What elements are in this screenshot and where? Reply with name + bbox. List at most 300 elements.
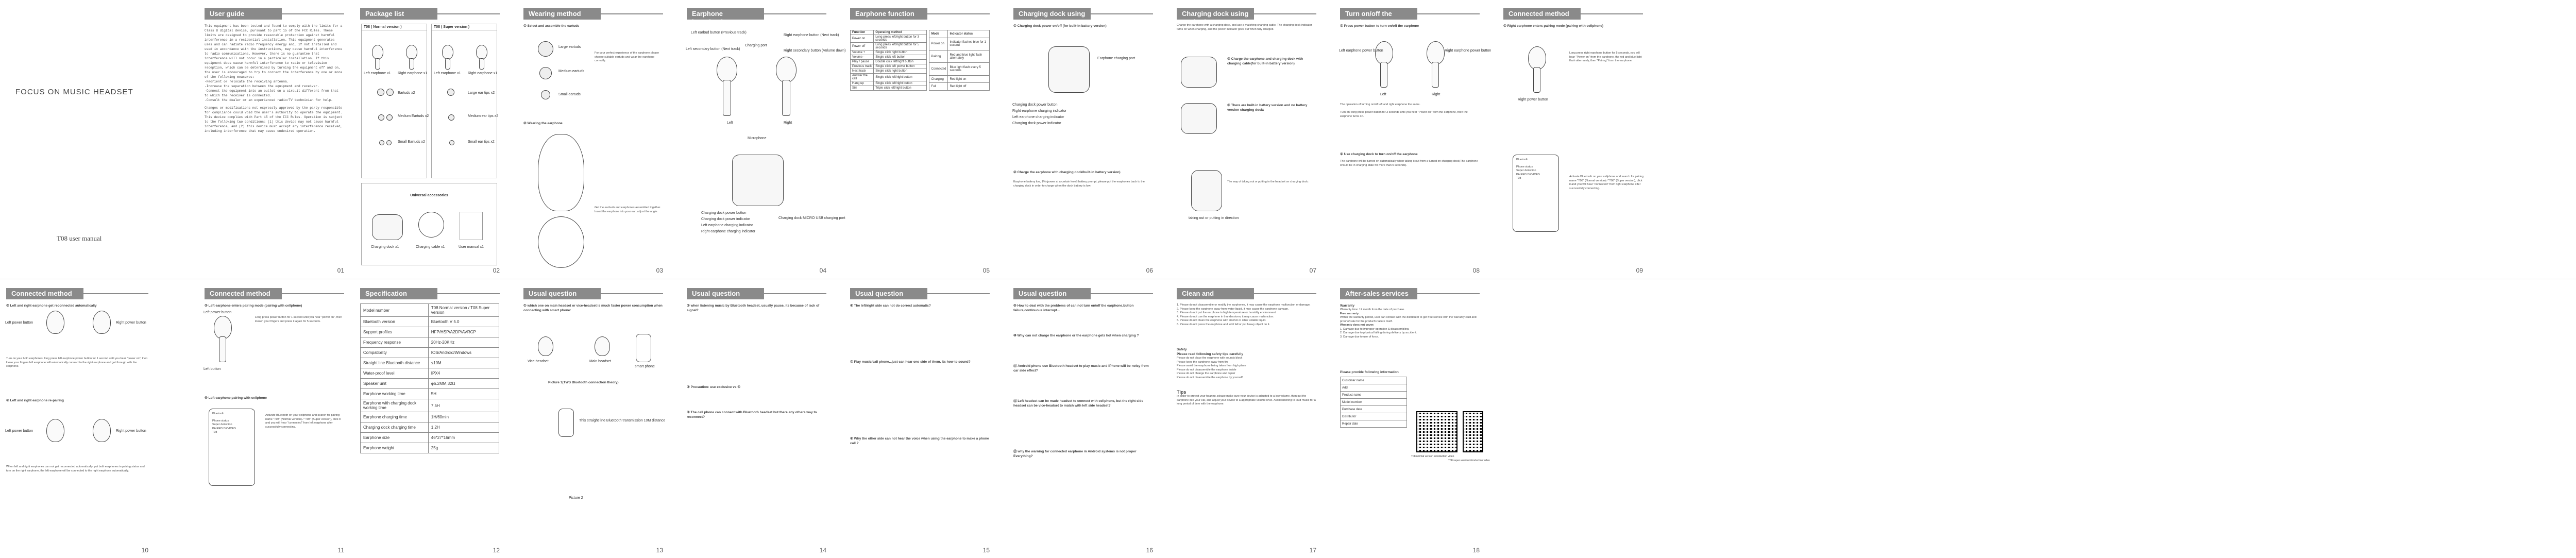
table-cell: Long press left/right button for 3 seconds — [874, 35, 927, 43]
table-cell: Single click left/right button — [874, 74, 927, 81]
table-cell: Volume - — [851, 55, 874, 60]
warranty-card — [1340, 377, 1407, 428]
question: ⑤ The cell phone can connect with Bluetooth headset but there any others way to reconnect? — [687, 411, 817, 419]
table-cell: IPX4 — [428, 368, 499, 379]
question: ⑫ Left headset can be made headset to connect with cellphone, but the right side headset can be vice-headset to match with left side headset? — [1013, 399, 1144, 408]
diagram-label: Main headset — [589, 360, 612, 363]
side-label: Right — [1432, 93, 1440, 96]
section-heading: ① Charging dock power on/off (for built-in battery version) — [1013, 24, 1107, 28]
page-package-list — [354, 0, 506, 278]
page-user-guide — [198, 0, 350, 278]
card-row — [1341, 413, 1407, 420]
bt-row: Super detection — [1516, 169, 1536, 172]
fcc-bullet: -Consult the dealer or an experienced radio/TV technician for help. — [205, 98, 333, 102]
connect-text: Turn on your both earphones, long press left earphone power button for 1 second until you hear "power on", then loose your fingers left earphone will automatically connect to the right earphone and get through with the cellphone. — [6, 357, 148, 368]
table-cell: Blue light flash every 5 seconds — [948, 63, 990, 75]
maint-item: 6. Please do not press the earphone and let it fall or put heavy object on it. — [1177, 323, 1270, 326]
question: ⑬ why the warning for connected earphone in Android systems is not proper Everything? — [1013, 450, 1137, 458]
page-title: Charging dock using method — [1013, 8, 1091, 20]
page-title: Clean and maintenance — [1177, 288, 1254, 299]
table-row — [361, 422, 499, 433]
card-row — [1341, 392, 1407, 399]
question: ⑦ Play music/call phone...just can hear one side of them. Its how to sound? — [850, 360, 971, 364]
item-label: Right earphone x1 — [398, 72, 428, 75]
ear-diagram — [538, 216, 584, 268]
table-cell: Triple click left/right button — [874, 86, 927, 91]
page-number: 08 — [1472, 267, 1480, 274]
normal-version-tab: T08 ( Normal version ) — [362, 24, 427, 30]
intro-label: Charging dock power indicator — [701, 217, 750, 221]
free-warranty: Free warranty: — [1340, 312, 1360, 315]
table-cell: Earphone working time — [361, 389, 429, 399]
item-label: Medium ear tips x2 — [468, 114, 499, 118]
wearing-note: Get the earbuds and earphones assembled together. Insert the earphone into your ear, adjust the angle. — [595, 206, 661, 213]
table-row — [851, 74, 927, 81]
table-cell: HFP/HSP/A2DP/AVRCP — [428, 327, 499, 337]
table-cell: Frequency response — [361, 337, 429, 348]
normal-version-box — [361, 24, 427, 178]
intro-label: Charging dock MICRO USB charging port — [778, 216, 845, 220]
col-header: Indicator status — [948, 30, 990, 38]
dock-note: The way of taking out or putting in the headset on charging dock: — [1227, 180, 1309, 183]
table-row — [851, 86, 927, 91]
intro-label: Right earphone button (Next track) — [784, 33, 839, 37]
card-row — [1341, 399, 1407, 406]
intro-label: Right — [784, 121, 792, 125]
item-label: Right earphone x1 — [468, 72, 498, 75]
table-cell: Charging dock charging time — [361, 422, 429, 433]
power-label: Left power button — [204, 311, 232, 314]
table-cell: Hang up — [851, 81, 874, 86]
page-number: 01 — [337, 267, 344, 274]
connect-text: Long press power button for 1 second until you hear "power on", then loosen your fingers and press it again for 5 seconds. — [255, 316, 342, 323]
table-cell: Single click left button — [874, 55, 927, 60]
question: ⑨ How to deal with the problems of can not turn on/off the earphone,button failure,continuous interrupt... — [1013, 304, 1134, 312]
warranty-excl-item: 3. Damage due to use of force. — [1340, 335, 1379, 339]
intro-label: Microphone — [748, 137, 767, 140]
table-cell: Straight line Bluetooth distance — [361, 358, 429, 368]
page-title: Connected method — [6, 288, 83, 299]
tips-heading: Tips — [1177, 390, 1187, 395]
table-row — [361, 433, 499, 443]
ear-diagram — [538, 134, 584, 211]
section-heading: ⑤ Left earphone enters pairing mode (pairing with cellphone) — [205, 304, 302, 308]
table-row — [361, 399, 499, 412]
bt-row: PAIRED DEVICES — [212, 427, 236, 430]
page-number: 09 — [1636, 267, 1643, 274]
pair-text: Long press right earphone button for 5 seconds, you will hear "Power on" from the earphone, the red and blue light flash alternately, then "Pairing" from the earphone. — [1569, 52, 1642, 62]
warranty-heading: Warranty — [1340, 304, 1354, 308]
table-row — [361, 358, 499, 368]
table-cell: Speaker unit — [361, 379, 429, 389]
safety-tip: Please do not place the earphone with sounds block — [1177, 357, 1243, 360]
table-row — [361, 412, 499, 422]
table-cell: ≤10M — [428, 358, 499, 368]
table-cell: Play / pause — [851, 60, 874, 64]
item-label: Small ear tips x2 — [468, 140, 495, 144]
page-number: 18 — [1472, 547, 1480, 554]
page-title: Connected method — [205, 288, 282, 299]
table-row — [361, 389, 499, 399]
table-cell: Earphone charging time — [361, 412, 429, 422]
section-heading: ① Right earphone enters pairing mode (pairing with cellphone) — [1503, 24, 1603, 28]
safety-tip: Please do not disassemble the earphone inside — [1177, 368, 1236, 371]
warranty-terms: Within the warranty period, user can contact with the distributor to get free service with the warranty card and proof of sale for the product's failure itself. — [1340, 316, 1477, 323]
size-label: Medium eartuds — [558, 70, 585, 73]
page-title: Usual question — [523, 288, 601, 299]
table-row — [361, 379, 499, 389]
bt-row: PAIRED DEVICES — [1516, 173, 1540, 176]
dock-label: Right earphone charging indicator — [1012, 109, 1067, 113]
table-cell: φ6.2MM,32Ω — [428, 379, 499, 389]
question: ① which one on main headset or vice-headset is much faster power consumption when connecting with smart phone: — [523, 304, 663, 312]
page-number: 05 — [982, 267, 990, 274]
page-number: 04 — [819, 267, 826, 274]
table-cell: Answer the call — [851, 74, 874, 81]
page-title: User guide — [205, 8, 282, 20]
table-cell: Bluetooth V 5.0 — [428, 317, 499, 327]
page-usual-question-2 — [681, 280, 833, 558]
table-cell: Power off — [851, 43, 874, 50]
table-cell: T08 Normal version / T08 Super version — [428, 304, 499, 317]
card-row — [1341, 420, 1407, 428]
figure-caption: Picture 1(TWS Bluetooth connection theory) — [548, 381, 619, 384]
intro-label: Left earphone charging indicator — [701, 224, 753, 227]
table-row — [851, 55, 927, 60]
item-label: Small Eartuds x2 — [398, 140, 425, 144]
size-label: Small eartuds — [558, 93, 581, 96]
page-wearing-method — [517, 0, 669, 278]
table-cell: 1.2H — [428, 422, 499, 433]
table-cell: Power on — [929, 38, 948, 50]
table-row — [851, 69, 927, 74]
table-cell: Full — [929, 83, 948, 91]
table-row — [361, 368, 499, 379]
section-heading: ③ Charge the earphone and charging dock with charging cable(for built-in battery version) — [1227, 57, 1303, 65]
fcc-bullet: -Reorient or relocate the receiving antenna. — [205, 80, 289, 83]
card-field: Purchase date — [1341, 406, 1407, 413]
table-row — [361, 317, 499, 327]
card-field: Product name — [1341, 392, 1407, 399]
page-title: Connected method — [1503, 8, 1581, 20]
card-field: Model number — [1341, 399, 1407, 406]
section-heading: ⑥ Left earphone pairing with cellphone — [205, 396, 267, 400]
page-number: 13 — [656, 547, 663, 554]
diagram-label: Vice-headset — [528, 360, 549, 363]
maint-item: 4. Please do not use the earphone in thunderstorm, it may cause malfunction. — [1177, 315, 1274, 318]
table-row — [361, 348, 499, 358]
table-cell: Volume + — [851, 50, 874, 55]
qr-code-super[interactable] — [1463, 411, 1483, 452]
table-cell: Double click left/right button — [874, 60, 927, 64]
power-label: Left power button — [5, 429, 33, 433]
table-cell: IOS/Android/Windows — [428, 348, 499, 358]
table-cell: Compatibility — [361, 348, 429, 358]
page-title: Charging dock using method — [1177, 8, 1254, 20]
col-header: Operating method — [874, 30, 927, 35]
table-cell: 5H — [428, 389, 499, 399]
power-text: The earphone will be turned on automatically when taking it out from a turned on charging dock(The earphone should be in charging state for more than 5 seconds). — [1340, 160, 1478, 167]
table-cell: 46*27*16mm — [428, 433, 499, 443]
info-heading: Please provide following information — [1340, 370, 1399, 374]
super-version-box — [431, 24, 497, 178]
question: ③ Precaution: use exclusive vs ④ — [687, 385, 741, 389]
page-after-sales — [1334, 280, 1490, 558]
cover-manual-label: T08 user manual — [57, 234, 102, 242]
table-cell: Charging — [929, 75, 948, 83]
page-number: 15 — [982, 547, 990, 554]
dock-label: Charging dock power button — [1012, 103, 1058, 107]
page-usual-question-1 — [517, 280, 669, 558]
card-row — [1341, 384, 1407, 392]
table-cell: 25g — [428, 443, 499, 453]
connect-text: When left and right earphones can not get reconnected automatically, put both earphones in pairing status and turn on the right earphone, the left earphone will be connected to the right earphone automatically. — [6, 465, 145, 472]
fcc-text-2: Changes or modifications not expressly approved by the party responsible for compliance could void the user's authority to operate the equipment. This device complies with Part 15 of the FCC Rules. Operation is subject to the following two conditions: (1) this device may not cause harmful interference, and (2) this device must accept any interference received, including interference that may cause undesired operation. — [205, 106, 343, 133]
size-label: Large eartuds — [558, 45, 581, 49]
table-cell: Pairing — [929, 50, 948, 63]
maint-item: 5. Please do not clean the earphone with alcohol or other volatile liquid. — [1177, 319, 1266, 322]
section-heading: ④ Left and right earphone re-pairing — [6, 399, 64, 402]
section-heading: ④ There are built-in battery version and no battery version charging dock: — [1227, 104, 1308, 112]
step-1-heading: ① Select and assemble the eartuds — [523, 24, 580, 28]
dock-label: Charging dock power indicator — [1012, 122, 1061, 125]
table-row — [929, 75, 990, 83]
intro-label: Right earphone charging indicator — [701, 230, 756, 233]
maint-item: 3. Please do not put the earphone in high temperature or humidity environment. — [1177, 311, 1277, 314]
table-row — [851, 50, 927, 55]
table-row — [929, 50, 990, 63]
page-connected-method-3 — [198, 280, 350, 558]
page-usual-question-3 — [844, 280, 996, 558]
item-label: Large ear tips x2 — [468, 91, 495, 95]
maint-item: 1. Please do not disassemble or modify the earphones, it may cause the earphone malfunction or damage. — [1177, 303, 1311, 307]
card-field: Repair date — [1341, 420, 1407, 428]
warranty-excl-item: 1. Damage due to improper operation & disassembling. — [1340, 327, 1410, 331]
dock-text: Charge the earphone with a charging dock, and use a matching charging cable. The charging dock indicator turns on when charging, and the power indicator goes out when fully charged. — [1177, 24, 1312, 31]
page-number: 12 — [493, 547, 500, 554]
question: ⑧ Why the other side can not hear the voice when using the earphone to make a phone call ? — [850, 437, 989, 445]
item-label: Left earphone x1 — [364, 72, 391, 75]
page-title: Usual question — [1013, 288, 1091, 299]
page-title: Wearing method — [523, 8, 601, 20]
page-connected-method-1 — [1497, 0, 1649, 278]
table-cell: Red and blue light flash alternately — [948, 50, 990, 63]
qr-caption: T08 normal version introduction video — [1411, 455, 1454, 458]
table-row — [851, 35, 927, 43]
acc-label: Charging cable x1 — [416, 245, 445, 249]
page-number: 02 — [493, 267, 500, 274]
diagram-label: smart phone — [635, 365, 655, 368]
power-label: Left button — [204, 367, 221, 371]
dock-caption: taking out or putting in direction — [1189, 216, 1239, 220]
phone-screen — [1513, 155, 1559, 232]
power-label: Left earphone power button — [1339, 49, 1383, 53]
section-heading: ① Press power button to turn on/off the earphone — [1340, 24, 1419, 28]
bt-title: Bluetooth — [1516, 158, 1529, 161]
item-label: Medium Eartuds x2 — [398, 114, 429, 118]
table-row — [361, 443, 499, 453]
table-row — [929, 63, 990, 75]
safety-tip: Please do not disassemble the earphone by yourself — [1177, 376, 1243, 379]
page-title: Usual question — [687, 288, 764, 299]
item-label: Eartuds x2 — [398, 91, 415, 95]
card-row — [1341, 377, 1407, 384]
page-number: 16 — [1146, 547, 1153, 554]
qr-caption: T08 super version introduction video — [1448, 459, 1490, 462]
page-title: Specification — [360, 288, 437, 299]
table-cell: Bluetooth version — [361, 317, 429, 327]
table-cell: Earphone with charging dock working time — [361, 399, 429, 412]
intro-label: Right secondary button (Volume down) — [784, 49, 846, 53]
page-earphone-function — [844, 0, 996, 278]
table-row — [929, 83, 990, 91]
bt-device: T08 — [212, 431, 217, 434]
page-title: Earphone introduction — [687, 8, 764, 20]
warranty-excl-item: 2. Damage due to physical falling during delivery by accident. — [1340, 331, 1417, 334]
page-number: 11 — [337, 547, 344, 554]
page-charging-dock-1 — [1007, 0, 1159, 278]
intro-label: Left — [727, 121, 733, 125]
power-label: Left power button — [5, 321, 33, 325]
wearing-note: For your perfect experience of the earphone please choose suitable eartuds and wear the earphone correctly. — [595, 52, 659, 62]
page-connected-method-2 — [0, 280, 155, 558]
maint-item: 2. Please keep the earphone away from water liquid, it may cause the earphone damage. — [1177, 307, 1289, 311]
fcc-bullet: -Increase the separation between the equipment and receiver. — [205, 84, 319, 88]
bt-row: Super detection — [212, 423, 232, 426]
dock-text: Earphone battery low, 1% (power at a certain level) battery prompt, please put the earphones back to the charging dock in order to charge when the dock battery is low. — [1013, 180, 1145, 188]
intro-label: Left earbud button (Previous track) — [691, 31, 747, 35]
table-row — [851, 64, 927, 69]
page-number: 14 — [819, 547, 826, 554]
card-field: Customer name — [1341, 377, 1407, 384]
page-title: Turn on/off the earphone — [1340, 8, 1417, 20]
figure-caption: Picture 2 — [569, 496, 583, 500]
bt-row: Phone status — [1516, 165, 1533, 168]
section-heading: ③ Left and right earphone get reconnected automatically — [6, 304, 97, 308]
safety-heading: Safety — [1177, 348, 1187, 351]
safety-tip: Please do not change the earphone and repair — [1177, 372, 1235, 375]
page-title: Earphone function — [850, 8, 927, 20]
power-label: Right earphone power button — [1445, 49, 1492, 53]
table-cell: Connected — [929, 63, 948, 75]
dock-label: Left earphone charging indicator — [1012, 115, 1064, 119]
phone-screen — [209, 409, 255, 486]
item-label: Left earphone x1 — [434, 72, 461, 75]
table-row — [361, 304, 499, 317]
table-cell: Power on — [851, 35, 874, 43]
accessories-title: Universal accessories — [410, 194, 448, 197]
page-usual-question-4 — [1007, 280, 1159, 558]
table-cell: Earphone size — [361, 433, 429, 443]
table-cell: 1H/60min — [428, 412, 499, 422]
pair-text: Activate Bluetooth on your cellphone and search for pairing name "T08" (Normal version) / "T08" (Super version), click it and you will hear "connected" from right earphone after successfully connecting. — [1569, 175, 1644, 190]
bt-title: Bluetooth — [212, 412, 225, 415]
bt-device: T08 — [1516, 177, 1521, 180]
table-cell: Red light on — [948, 75, 990, 83]
intro-label: Charging port — [745, 44, 767, 47]
page-title: After-sales services — [1340, 288, 1417, 299]
table-cell: Single click left power button — [874, 64, 927, 69]
dock-label: Earphone charging port — [1097, 57, 1136, 60]
question: ⑪ Android phone use Bluetooth headset to play music and iPhone will be noisy from car side effect? — [1013, 364, 1149, 373]
table-row — [851, 60, 927, 64]
fcc-text: This equipment has been tested and found to comply with the limits for a Class B digital device, pursuant to part 15 of the FCC Rules. These limits are designed to provide reasonable protection against harmful interference in a residential installation. This equipment generates uses and can radiate radio frequency energy and, if not installed and used in accordance with the instructions, may cause harmful interference to radio communications. However, there is no guarantee that interference will not occur in a particular installation. If this equipment does cause harmful interference to radio or television reception, which can be determined by turning the equipment off and on, the user is encouraged to try to correct the interference by one or more of the following measures: — [205, 24, 343, 79]
table-cell: 7.5H — [428, 399, 499, 412]
indicator-table — [929, 30, 990, 91]
function-table — [850, 30, 927, 91]
table-row — [851, 81, 927, 86]
page-earphone-introduction — [681, 0, 846, 278]
section-heading: ② Use charging dock to turn on/off the earphone — [1340, 153, 1418, 156]
page-charging-dock-2 — [1171, 0, 1323, 278]
fcc-bullet: -Connect the equipment into an outlet on a circuit different from that to which the receiver is connected. — [205, 89, 338, 97]
question: ⑥ The left/right side can not do correct automatic? — [850, 304, 931, 308]
connect-text: Activate Bluetooth on your cellphone and search for pairing name "T08" (Normal version) / "T08" (Super version), click it and you will hear "connected" from left earphone after successfully connecting. — [265, 414, 341, 429]
acc-label: Charging dock x1 — [371, 245, 399, 249]
power-label: Right power button — [116, 429, 146, 433]
card-field: Distributor — [1341, 413, 1407, 420]
qr-code-normal[interactable] — [1416, 411, 1458, 452]
table-cell: Single click right button — [874, 50, 927, 55]
table-cell: Single click right button — [874, 69, 927, 74]
page-number: 03 — [656, 267, 663, 274]
table-row — [929, 38, 990, 50]
power-text: Turn on: long press power button for 3 seconds until you hear "Power on" from the earphone, then the earphone turns on. — [1340, 111, 1468, 118]
question: ⑩ Why can not charge the earphone or the earphone gets hot when charging ? — [1013, 334, 1139, 337]
table-cell: Single click left/right button — [874, 81, 927, 86]
page-number: 17 — [1309, 547, 1316, 554]
table-cell: Previous track — [851, 64, 874, 69]
page-title: Usual question — [850, 288, 927, 299]
table-row — [851, 43, 927, 50]
intro-label: Charging dock power button — [701, 211, 747, 215]
table-cell: Long press left/right button for 5 seconds — [874, 43, 927, 50]
power-label: Right power button — [116, 321, 146, 325]
col-header: Mode — [929, 30, 948, 38]
bt-row: Phone status — [212, 419, 229, 422]
acc-label: User manual x1 — [459, 245, 484, 249]
card-row — [1341, 406, 1407, 413]
page-specification — [354, 280, 506, 558]
warranty-excl: Warranty does not cover: — [1340, 324, 1375, 327]
page-number: 06 — [1146, 267, 1153, 274]
card-field: Add — [1341, 384, 1407, 392]
page-title: Package list — [360, 8, 437, 20]
table-cell: Model number — [361, 304, 429, 317]
power-text: The operation of turning on/off left and right earphone the same. — [1340, 103, 1420, 106]
page-turn-on-off — [1334, 0, 1492, 278]
table-cell: Siri — [851, 86, 874, 91]
page-number: 07 — [1309, 267, 1316, 274]
table-cell: Red light off — [948, 83, 990, 91]
section-heading: ② Charge the earphone with charging dock/built-in battery version) — [1013, 171, 1121, 174]
table-cell: Earphone weight — [361, 443, 429, 453]
diagram-label: This straight line Bluetooth transmission 10M distance — [579, 419, 666, 422]
universal-accessories-box — [361, 183, 497, 265]
super-version-tab: T08 ( Super version ) — [432, 24, 497, 30]
power-label: Right power button — [1518, 98, 1548, 102]
page-clean-maintenance — [1171, 280, 1323, 558]
cover-title: FOCUS ON MUSIC HEADSET — [15, 88, 133, 96]
table-cell: Water-proof level — [361, 368, 429, 379]
side-label: Left — [1380, 93, 1386, 96]
warranty-time: Warranty time: 12 month from the date of purchase. — [1340, 308, 1405, 311]
table-cell: Indicator flashes blue for 1 second — [948, 38, 990, 50]
table-cell: Next track — [851, 69, 874, 74]
table-cell: 20Hz-20KHz — [428, 337, 499, 348]
intro-label: Left secondary button (Next track) — [686, 47, 740, 51]
col-header: Function — [851, 30, 874, 35]
